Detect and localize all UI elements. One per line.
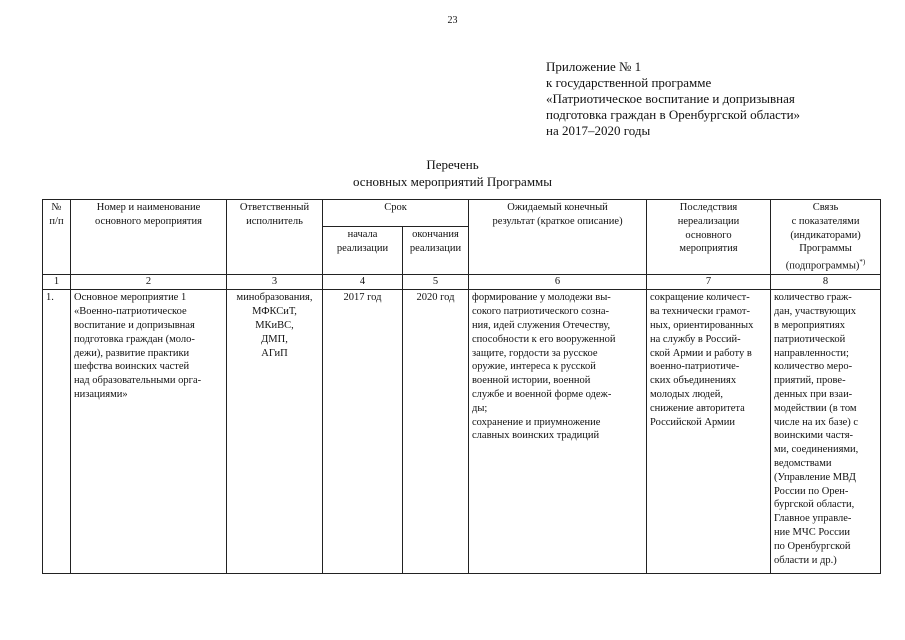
row-consequences: сокращение количест- ва технически грамот- ных, ориентированных на службу в Россий- ской Армии и работу в военно-патриотиче- ских объединениях молодых людей, снижение авторитета Российской Армии (647, 290, 771, 574)
header-term: Срок (323, 200, 469, 227)
page-number: 23 (447, 15, 458, 26)
row-executor: минобразования, МФКСиТ, МКиВС, ДМП, АГиП (227, 290, 323, 574)
header-end: окончания реализации (403, 226, 469, 275)
document-title (0, 156, 905, 190)
title-line-2: основных мероприятий Программы (352, 174, 553, 189)
row-end: 2020 год (403, 290, 469, 574)
annex-line-2: к государственной программе (546, 75, 712, 90)
header-name: Номер и наименование основного мероприятия (71, 200, 227, 275)
row-link: количество граж- дан, участвующих в мероприятиях патриотической направленности; количество меро- приятий, прове- денных при взаи- модействии (в том числе на их базе) с воинскими частя- ми, соединениями, ведомствами (Управление МВД России по Орен- бургской области, Главное управле- ние МЧС России по Оренбургской области и др.) (771, 290, 881, 574)
annex-line-3: «Патриотическое воспитание и допризывная (546, 91, 795, 106)
column-number-8: 8 (771, 275, 881, 290)
header-link-footnote-mark: *) (859, 258, 866, 267)
header-row (43, 200, 881, 227)
column-number-4: 4 (323, 275, 403, 290)
column-number-5: 5 (403, 275, 469, 290)
column-number-1: 1 (43, 275, 71, 290)
column-number-6: 6 (469, 275, 647, 290)
annex-line-1: Приложение № 1 (546, 59, 642, 74)
title-line-1: Перечень (426, 157, 479, 172)
header-start: начала реализации (323, 226, 403, 275)
row-result: формирование у молодежи вы- сокого патриотического созна- ния, идей служения Отечеству, способности к его вооруженной защите, гордости за русское оружие, интереса к русской военной истории, военной службе и военной форме одеж- ды; сохранение и приумножение славных воинских традиций (469, 290, 647, 574)
row-name: Основное мероприятие 1 «Военно-патриотическое воспитание и допризывная подготовка граждан (моло- дежи), развитие практики шефства воинских частей над образовательными орга- низациями» (71, 290, 227, 574)
table-row (43, 290, 881, 574)
row-start: 2017 год (323, 290, 403, 574)
column-number-row (43, 275, 881, 290)
header-executor: Ответственный исполнитель (227, 200, 323, 275)
header-num: № п/п (43, 200, 71, 275)
column-number-2: 2 (71, 275, 227, 290)
annex-line-5: на 2017–2020 годы (546, 123, 651, 138)
header-result: Ожидаемый конечный результат (краткое описание) (469, 200, 647, 275)
program-table (42, 199, 881, 574)
header-link-cell (771, 200, 881, 275)
column-number-3: 3 (227, 275, 323, 290)
annex-line-4: подготовка граждан в Оренбургской области» (546, 107, 801, 122)
row-num: 1. (43, 290, 71, 574)
header-consequences: Последствия нереализации основного мероприятия (647, 200, 771, 275)
header-link: Связь с показателями (индикаторами) Программы (подпрограммы) (785, 202, 861, 272)
annex-block (546, 59, 800, 139)
column-number-7: 7 (647, 275, 771, 290)
